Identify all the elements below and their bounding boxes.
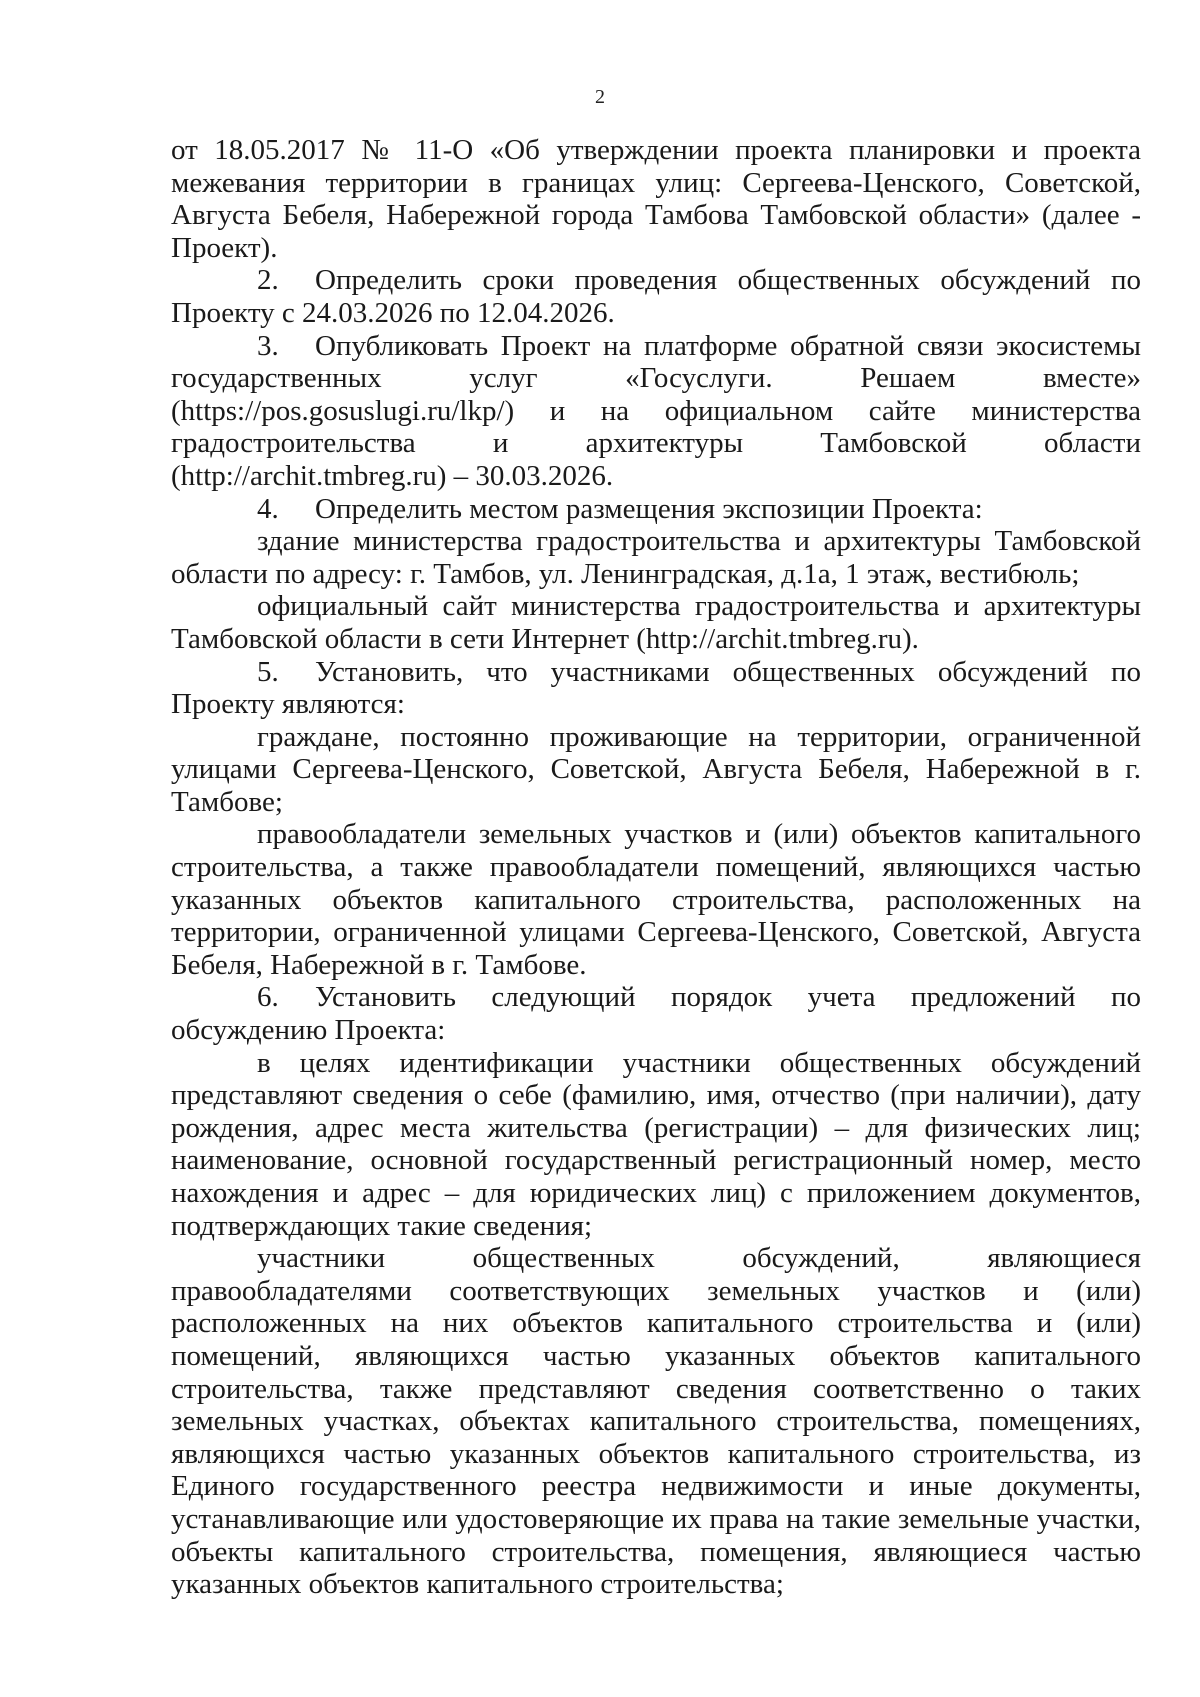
paragraph-item-2 [171, 264, 1141, 329]
paragraph-text: Установить, что участниками общественных обсуждений по Проекту являются: [171, 655, 1141, 721]
paragraph-text: от 18.05.2017 № 11-О «Об утверждении проекта планировки и проекта межевания территории в границах улиц: Сергеева-Ценского, Советской, Августа Бебеля, Набережной города Тамбова Тамбовской области» (далее - Проект). [171, 134, 1141, 264]
paragraph-text: Установить следующий порядок учета предложений по обсуждению Проекта: [171, 981, 1141, 1047]
paragraph-text: Опубликовать Проект на платформе обратной связи экосистемы государственных услуг «Госуслуги. Решаем вместе» (https://pos.gosuslugi.ru/lkp/) и на официальном сайте министерства градостроительства и архитектуры Тамбовской области (http://archit.tmbreg.ru) – 30.03.2026. [171, 329, 1141, 492]
item-number: 2. [257, 264, 279, 297]
paragraph-text: граждане, постоянно проживающие на территории, ограниченной улицами Сергеева-Ценского, Советской, Августа Бебеля, Набережной в г. Тамбове; [171, 720, 1141, 818]
item-number: 6. [257, 981, 279, 1014]
item-number: 3. [257, 329, 279, 362]
paragraph-text: Определить сроки проведения общественных обсуждений по Проекту с 24.03.2026 по 12.04.2026. [171, 264, 1141, 329]
page-number: 2 [595, 86, 605, 108]
item-number: 5. [257, 655, 279, 688]
paragraph-item-4 [171, 493, 1141, 526]
paragraph-subitem [171, 818, 1141, 981]
paragraph-item-5 [171, 656, 1141, 721]
paragraph-text: участники общественных обсуждений, являющиеся правообладателями соответствующих земельных участков и (или) расположенных на них объектов капитального строительства и (или) помещений, являющихся частью указанных объектов капитального строительства, также представляют сведения соответственно о таких земельных участках, объектах капитального строительства, помещениях, являющихся частью указанных объектов капитального строительства, из Единого государственного реестра недвижимости и иные документы, устанавливающие или удостоверяющие их права на такие земельные участки, объекты капитального строительства, помещения, являющиеся частью указанных объектов капитального строительства; [171, 1242, 1141, 1601]
paragraph-text: Определить местом размещения экспозиции Проекта: [315, 492, 983, 525]
paragraph-text: правообладатели земельных участков и (или) объектов капитального строительства, а также правообладатели помещений, являющихся частью указанных объектов капитального строительства, расположенных на территории, ограниченной улицами Сергеева-Ценского, Советской, Августа Бебеля, Набережной в г. Тамбове. [171, 818, 1141, 981]
paragraph-text: здание министерства градостроительства и архитектуры Тамбовской области по адресу: г. Тамбов, ул. Ленинградская, д.1а, 1 этаж, вестибюль; [171, 525, 1141, 590]
paragraph-subitem [171, 1242, 1141, 1601]
paragraph-subitem [171, 590, 1141, 655]
paragraph-continuation [171, 134, 1141, 264]
paragraph-subitem [171, 1047, 1141, 1243]
paragraph-item-6 [171, 981, 1141, 1046]
paragraph-text: в целях идентификации участники общественных обсуждений представляют сведения о себе (фамилию, имя, отчество (при наличии), дату рождения, адрес места жительства (регистрации) – для физических лиц; наименование, основной государственный регистрационный номер, место нахождения и адрес – для юридических лиц) с приложением документов, подтверждающих такие сведения; [171, 1046, 1141, 1242]
paragraph-item-3 [171, 330, 1141, 493]
paragraph-text: официальный сайт министерства градостроительства и архитектуры Тамбовской области в сети Интернет (http://archit.tmbreg.ru). [171, 590, 1141, 655]
document-body [171, 134, 1141, 1601]
item-number: 4. [257, 492, 279, 525]
paragraph-subitem [171, 525, 1141, 590]
paragraph-subitem [171, 721, 1141, 819]
